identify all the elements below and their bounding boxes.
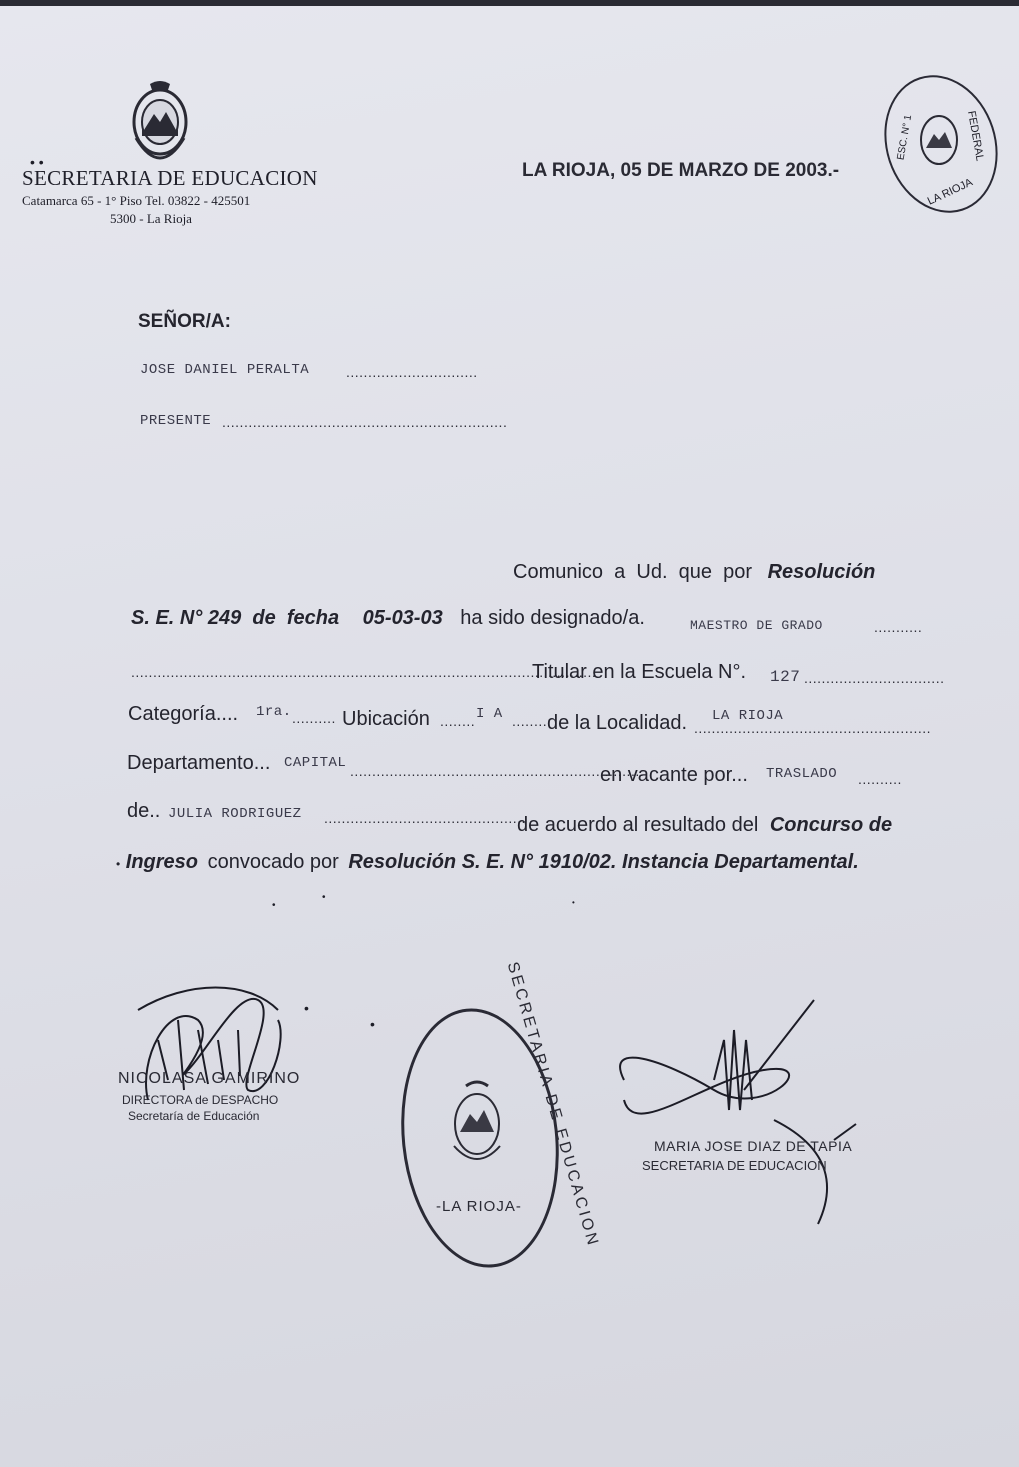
right-signer-title: SECRETARIA DE EDUCACION <box>642 1158 827 1173</box>
de-label: de.. <box>127 800 161 822</box>
escuela-number: 127 <box>770 668 801 686</box>
center-stamp-bottom: -LA RIOJA- <box>436 1198 522 1215</box>
recipient-name-dots: .............................. <box>346 364 478 380</box>
de-value: JULIA RODRIGUEZ <box>168 806 302 822</box>
ingreso-word: Ingreso <box>125 851 199 873</box>
vacante-dots: .......... <box>858 771 902 787</box>
right-signature-scribble-icon <box>604 1000 864 1230</box>
dot-mark: • • <box>30 154 44 170</box>
body-resolucion-word: Resolución <box>767 561 876 583</box>
vacante-value: TRASLADO <box>766 766 838 782</box>
corner-stamp-emblem-icon <box>914 108 964 172</box>
speck: • <box>572 898 575 907</box>
escuela-dots: ................................ <box>804 670 945 686</box>
ubicacion-value: I A <box>476 706 503 722</box>
body-line-1 <box>513 561 875 584</box>
recipient-name: JOSE DANIEL PERALTA <box>140 362 310 378</box>
de-dots: .............................................. <box>324 810 526 826</box>
concurso-word: Concurso de <box>769 814 893 836</box>
address-line: Catamarca 65 - 1° Piso Tel. 03822 - 425501 <box>22 193 251 208</box>
titular-dots: .......................................................................................................... <box>131 664 597 680</box>
center-stamp-emblem-icon <box>444 1076 510 1172</box>
right-signer-name: MARIA JOSE DIAZ DE TAPIA <box>654 1138 853 1154</box>
ubicacion-dots-a: ........ <box>440 713 476 729</box>
localidad-label: de la Localidad. <box>547 712 688 734</box>
vacante-label: en vacante por... <box>600 764 748 786</box>
org-name: SECRETARIA DE EDUCACION <box>22 166 318 190</box>
city-line: 5300 - La Rioja <box>110 211 192 226</box>
body-comunico: Comunico a Ud. que por <box>513 561 753 583</box>
speck: • <box>370 1016 375 1032</box>
departamento-value: CAPITAL <box>284 755 347 771</box>
speck: • <box>272 900 276 911</box>
coat-of-arms-icon <box>124 78 196 164</box>
left-signer-name: NICOLASA GAMIRINO <box>118 1070 301 1087</box>
localidad-dots: ...................................................... <box>694 720 932 736</box>
categoria-value: 1ra. <box>256 704 292 720</box>
speck: • <box>322 892 326 903</box>
cargo-value: MAESTRO DE GRADO <box>690 618 823 633</box>
body-se-number: S. E. N° 249 de fecha <box>131 607 340 629</box>
recipient-present: PRESENTE <box>140 413 212 429</box>
recipient-present-dots: ................................................................. <box>222 414 508 430</box>
left-signer-title: DIRECTORA de DESPACHO <box>122 1093 279 1107</box>
bullet-mark: • <box>116 857 121 871</box>
salutation: SEÑOR/A: <box>138 311 231 332</box>
place-date: LA RIOJA, 05 DE MARZO DE 2003.- <box>522 160 840 181</box>
resolucion-final: Resolución S. E. N° 1910/02. Instancia Departamental. <box>348 851 859 873</box>
center-stamp-top: SECRETARIA DE EDUCACION <box>503 960 602 1250</box>
convocado-text: convocado por <box>207 851 339 873</box>
body-titular: Titular en la Escuela N°. <box>532 661 747 683</box>
categoria-dots: .......... <box>292 710 336 726</box>
body-line-ingreso <box>116 851 859 874</box>
ubicacion-dots-b: ........ <box>512 713 548 729</box>
acuerdo-text: de acuerdo al resultado del <box>517 814 759 836</box>
body-designado: ha sido designado/a. <box>460 607 645 629</box>
departamento-dots: ................................................................... <box>350 763 645 779</box>
localidad-value: LA RIOJA <box>712 708 784 724</box>
speck: • <box>304 1000 309 1016</box>
corner-stamp-left: ESC. N° 1 <box>895 114 915 161</box>
departamento-label: Departamento... <box>127 752 271 774</box>
body-acuerdo <box>517 814 892 837</box>
left-signer-org: Secretaría de Educación <box>128 1109 260 1123</box>
corner-stamp-bottom: LA RIOJA <box>925 176 975 208</box>
cargo-dots: ........... <box>874 619 923 635</box>
body-line-2 <box>131 607 645 630</box>
body-fecha: 05-03-03 <box>362 607 443 629</box>
categoria-label: Categoría.... <box>128 703 239 725</box>
ubicacion-label: Ubicación <box>342 708 430 730</box>
corner-stamp-right: FEDERAL <box>965 109 986 163</box>
scan-edge <box>0 0 1019 6</box>
